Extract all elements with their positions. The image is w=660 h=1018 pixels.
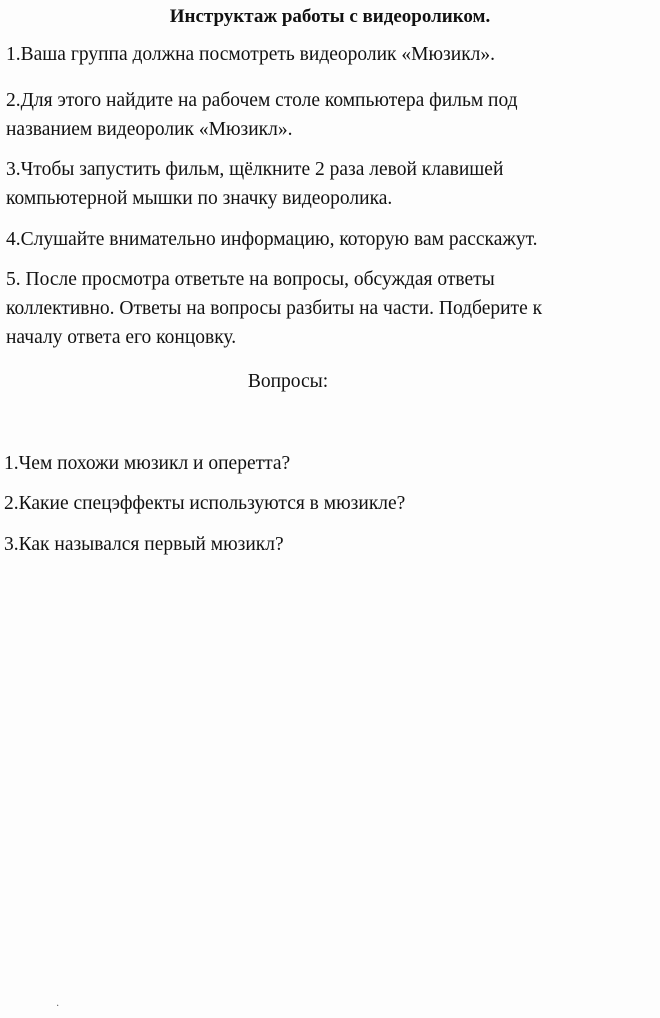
question-1: 1.Чем похожи мюзикл и оперетта? [4,453,291,474]
instruction-3-line-1: 3.Чтобы запустить фильм, щёлкните 2 раза левой клавишей [6,159,504,180]
instruction-4 [6,225,660,254]
instruction-5-line-2: коллективно. Ответы на вопросы разбиты на части. Подберите к [6,298,543,319]
question-2: 2.Какие спецэффекты используются в мюзикле? [4,493,406,514]
instruction-1-line-1: 1.Ваша группа должна посмотреть видеоролик «Мюзикл». [6,44,496,65]
document-title: Инструктаж работы с видеороликом. [169,6,491,27]
instruction-5-line-1: 5. После просмотра ответьте на вопросы, обсуждая ответы [6,269,495,290]
instruction-2-line-1: 2.Для этого найдите на рабочем столе компьютера фильм под [6,90,518,111]
scan-speck: ․ [56,998,60,1009]
instruction-1 [6,40,660,69]
instruction-4-line-1: 4.Слушайте внимательно информацию, которую вам расскажут. [6,229,538,250]
instruction-2-line-2: названием видеоролик «Мюзикл». [6,119,293,140]
instruction-3 [6,155,660,213]
instruction-3-line-2: компьютерной мышки по значку видеоролика. [6,188,393,209]
question-3: 3.Как назывался первый мюзикл? [4,534,284,555]
instruction-2 [6,86,660,144]
instruction-5 [6,265,660,352]
instruction-5-line-3: началу ответа его концовку. [6,327,237,348]
questions-heading: Вопросы: [247,371,329,392]
